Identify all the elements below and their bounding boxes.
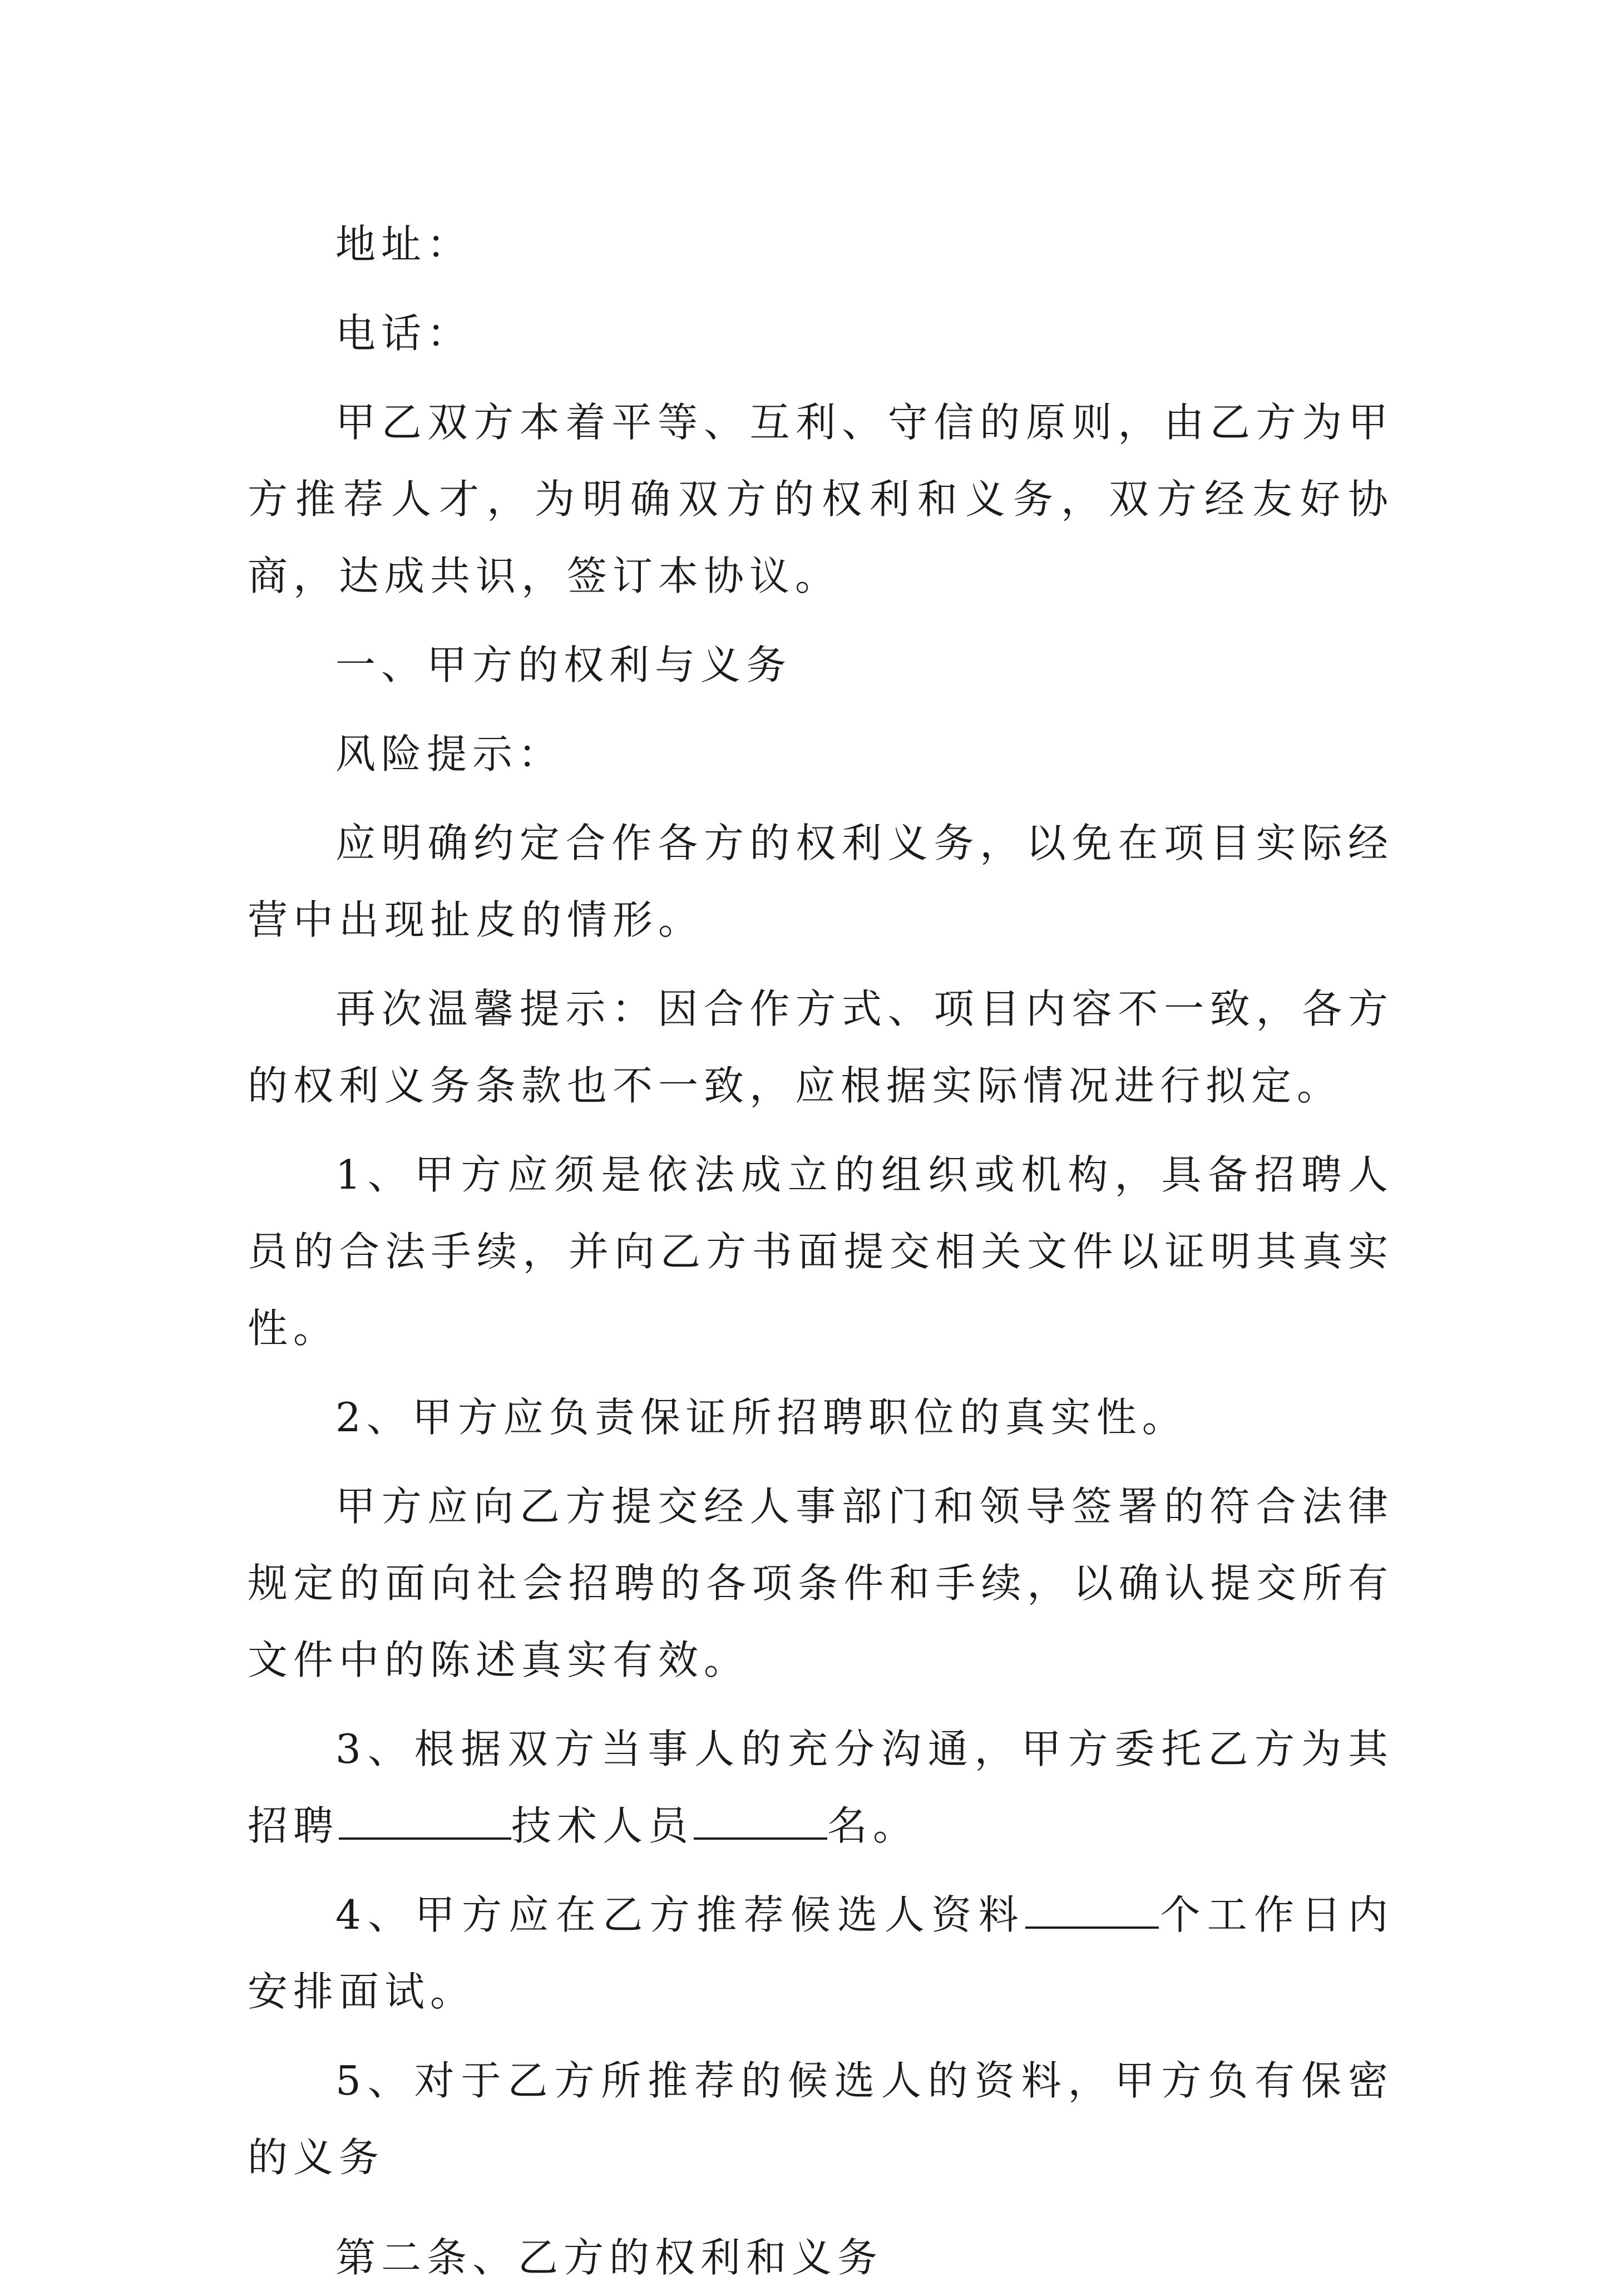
clause-4 — [248, 1876, 1394, 2030]
clause-3-text-middle: 技术人员 — [511, 1802, 694, 1849]
fill-in-blank-position — [339, 1804, 511, 1840]
phone-label: 电话： — [335, 310, 473, 357]
clause-3 — [248, 1711, 1394, 1864]
section-one-heading: 一、甲方的权利与义务 — [335, 642, 792, 688]
clause-3-text-start: 3、根据双方当事人的充分沟通，甲方委托乙方为其招聘 — [248, 1726, 1394, 1849]
clause-4-text-end: 个工作日内安排面试。 — [248, 1891, 1394, 2015]
address-label: 地址： — [335, 221, 473, 268]
clause-3-text-end: 名。 — [827, 1802, 919, 1849]
clause-2-detail: 甲方应向乙方提交经人事部门和领导签署的符合法律规定的面向社会招聘的各项条件和手续，以确认提交所有文件中的陈述真实有效。 — [248, 1483, 1394, 1683]
risk-label: 风险提示： — [335, 731, 564, 777]
article-two-heading: 第二条、乙方的权利和义务 — [335, 2234, 883, 2281]
risk-text: 应明确约定合作各方的权利义务，以免在项目实际经营中出现扯皮的情形。 — [248, 820, 1394, 943]
clause-4-text-start: 4、甲方应在乙方推荐候选人资料 — [335, 1891, 1025, 1938]
fill-in-blank-count — [694, 1804, 827, 1840]
fill-in-blank-days — [1025, 1893, 1159, 1929]
intro-paragraph: 甲乙双方本着平等、互利、守信的原则，由乙方为甲方推荐人才，为明确双方的权利和义务，双方经友好协商，达成共识，签订本协议。 — [248, 399, 1394, 599]
clause-2: 2、甲方应负责保证所招聘职位的真实性。 — [335, 1394, 1188, 1441]
clause-1: 1、甲方应须是依法成立的组织或机构，具备招聘人员的合法手续，并向乙方书面提交相关文件以证明其真实性。 — [248, 1151, 1394, 1352]
reminder-text: 再次温馨提示：因合作方式、项目内容不一致，各方的权利义务条款也不一致，应根据实际情况进行拟定。 — [248, 986, 1394, 1109]
clause-5: 5、对于乙方所推荐的候选人的资料，甲方负有保密的义务 — [248, 2057, 1394, 2181]
document-body — [248, 206, 1394, 2296]
